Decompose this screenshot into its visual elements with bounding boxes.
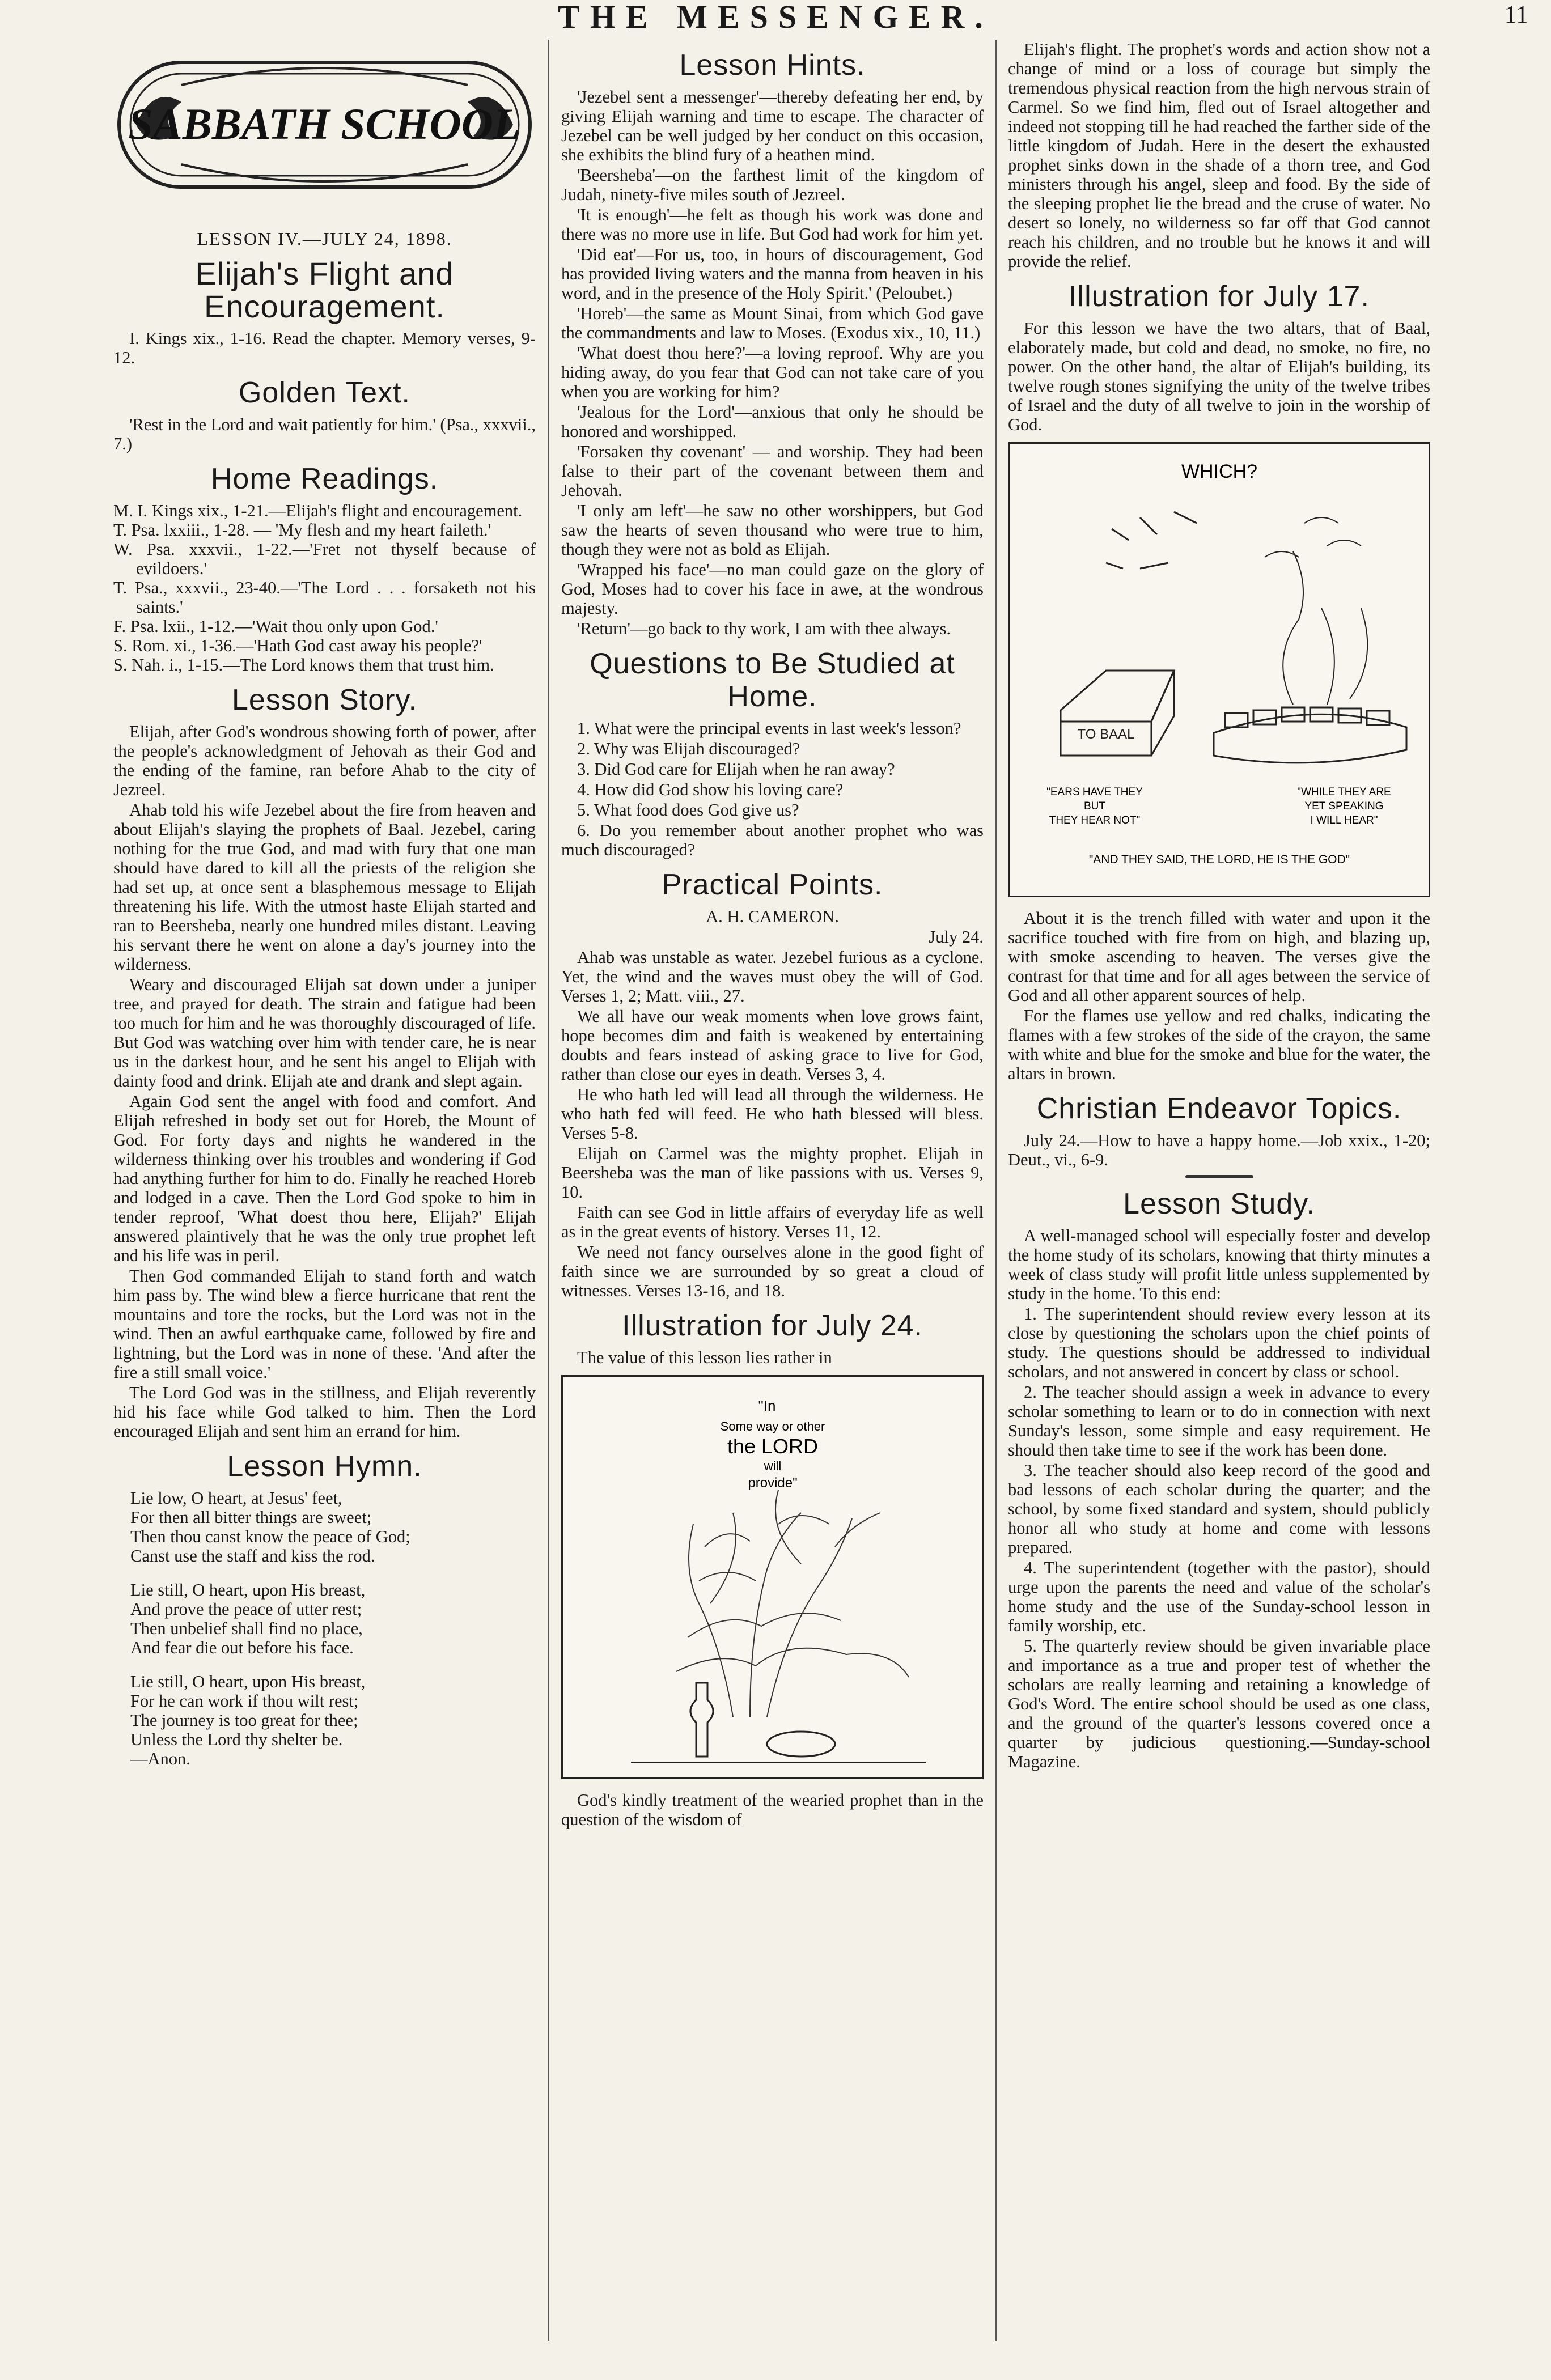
lesson-story-heading: Lesson Story. <box>231 684 418 716</box>
hint-paragraph: 'Wrapped his face'—no man could gaze on the glory of God, Moses had to cover his face in awe, at the wondrous majesty. <box>561 560 984 618</box>
elijah-altar <box>1214 517 1406 763</box>
hint-paragraph: 'Did eat'—For us, too, in hours of discouragement, God has provided living waters and the manna from heaven in his word, and in the presence of the Holy Spirit.' (Peloubet.) <box>561 245 984 303</box>
reading-item: T. Psa. lxxiii., 1-28. — 'My flesh and my heart faileth.' <box>113 520 491 540</box>
figure-which: WHICH? <box>1181 461 1258 482</box>
christian-endeavor-text: July 24.—How to have a happy home.—Job xxix., 1-20; Deut., vi., 6-9. <box>1008 1131 1430 1169</box>
lesson-study-heading: Lesson Study. <box>1123 1187 1315 1220</box>
study-paragraph: A well-managed school will especially foster and develop the home study of its scholars, knowing that thirty minutes a week of class study will profit little unless supplemented by study in the home. To this end: <box>1008 1226 1430 1303</box>
hymn-stanza <box>113 1672 536 1768</box>
question-item: 5. What food does God give us? <box>577 800 799 820</box>
question-item: 6. Do you remember about another prophet who was much discouraged? <box>561 821 984 859</box>
hymn-line: Lie still, O heart, upon His breast, <box>130 1580 366 1600</box>
hint-paragraph: 'Return'—go back to thy work, I am with thee always. <box>577 619 951 638</box>
lesson-number: LESSON IV.—JULY 24, 1898. <box>197 228 452 249</box>
hymn-line: Lie low, O heart, at Jesus' feet, <box>130 1488 342 1508</box>
point-paragraph: We need not fancy ourselves alone in the good fight of faith since we are surrounded by so great a cloud of witnesses. Verses 13-16, and 18. <box>561 1242 984 1300</box>
baal-altar <box>1061 671 1174 756</box>
hymn-line: Lie still, O heart, upon His breast, <box>130 1672 366 1691</box>
figure-text: provide" <box>748 1475 798 1491</box>
two-altars-drawing <box>1010 444 1429 892</box>
figure-text: will <box>764 1459 782 1473</box>
column-rule <box>548 40 549 2341</box>
hint-paragraph: 'Horeb'—the same as Mount Sinai, from which God gave the commandments and law to Moses. (Exodus xix., 10, 11.) <box>561 304 984 342</box>
hint-paragraph: 'What doest thou here?'—a loving reproof. Why are you hiding away, do you fear that God can not take care of you when you are working for him? <box>561 343 984 401</box>
reading-item: S. Rom. xi., 1-36.—'Hath God cast away his people?' <box>113 636 482 655</box>
story-paragraph: Weary and discouraged Elijah sat down under a juniper tree, and prayed for death. The strain and fatigue had been too much for him and he was thoroughly discouraged of life. But God was watching over him with tender care, he is near us in the darkest hour, and he sent his angel to Elijah with dainty food and drink. Elijah ate and drank and slept again. <box>113 975 536 1091</box>
christian-endeavor-heading: Christian Endeavor Topics. <box>1036 1092 1402 1125</box>
two-altars-figure <box>1008 442 1430 897</box>
question-item: 4. How did God show his loving care? <box>577 780 844 799</box>
altars-caption: "AND THEY SAID, THE LORD, HE IS THE GOD" <box>1088 853 1350 866</box>
juniper-tree-sketch <box>676 1490 909 1717</box>
practical-points-heading: Practical Points. <box>662 868 883 901</box>
lord-will-provide-figure <box>561 1375 984 1779</box>
while-label: I WILL HEAR" <box>1310 814 1378 826</box>
column-1 <box>113 40 536 2352</box>
study-paragraph: 1. The superintendent should review every lesson at its close by questioning the scholars upon the chief points of study. The questions should be addressed to individual scholars, and not answered in concert by class or school. <box>1008 1304 1430 1381</box>
section-divider <box>1185 1175 1253 1178</box>
reading-item: T. Psa., xxxvii., 23-40.—'The Lord . . . forsaketh not his saints.' <box>113 578 536 617</box>
hymn-line: And fear die out before his face. <box>130 1638 354 1657</box>
hymn-line: For then all bitter things are sweet; <box>130 1508 372 1527</box>
hint-paragraph: 'Jezebel sent a messenger'—thereby defeating her end, by giving Elijah warning and time to escape. The character of Jezebel can be well judged by her conduct on this occasion, she exhibits the blind fury of a heathen mind. <box>561 87 984 164</box>
points-author: A. H. CAMERON. <box>706 907 839 926</box>
column-3 <box>1008 40 1430 2352</box>
figure-text: Some way or other <box>720 1419 825 1433</box>
illustration-july17-text: For this lesson we have the two altars, that of Baal, elaborately made, but cold and dead, no smoke, no fire, no power. On the other hand, the altar of Elijah's building, its twelve rough stones signifying the unity of the twelve tribes of Israel and the duty of all twelve to join in the worship of God. <box>1008 319 1430 434</box>
page-header <box>0 0 1551 40</box>
point-paragraph: We all have our weak moments when love grows faint, hope becomes dim and faith is weakened by entertaining doubts and fears instead of asking grace to live for God, rather than close our eyes in death. Verses 3, 4. <box>561 1007 984 1084</box>
golden-text-heading: Golden Text. <box>238 376 410 409</box>
story-paragraph: Then God commanded Elijah to stand forth and watch him pass by. The wind blew a fierce hurricane that rent the mountains and tore the rocks, but the Lord was not in the wind. Then an awful earthquake came, followed by fire and lightning, but the Lord was in none of these. 'And after the fire a still small voice.' <box>113 1266 536 1382</box>
lesson-hints-heading: Lesson Hints. <box>679 49 866 82</box>
illustration-july24-heading: Illustration for July 24. <box>622 1309 923 1342</box>
lesson-hymn-heading: Lesson Hymn. <box>227 1450 422 1483</box>
hymn-line: Canst use the staff and kiss the rod. <box>130 1546 375 1566</box>
reading-item: F. Psa. lxii., 1-12.—'Wait thou only upon God.' <box>113 617 438 636</box>
ears-label: BUT <box>1084 800 1105 812</box>
study-paragraph: 3. The teacher should also keep record of the good and bad lessons of each scholar during the quarter; and the school, by some fixed standard and system, should publicly honor all who study at home and come with lessons prepared. <box>1008 1461 1430 1557</box>
illustration-followup: God's kindly treatment of the wearied prophet than in the question of the wisdom of <box>561 1791 984 1829</box>
masthead: THE MESSENGER. <box>558 0 993 35</box>
study-paragraph: 2. The teacher should assign a week in advance to every scholar something to learn or to do in connection with next Sunday's lesson, some simple and easy requirement. He should then take time to see if the work has been done. <box>1008 1382 1430 1460</box>
story-paragraph: Again God sent the angel with food and comfort. And Elijah refreshed in body set out for Horeb, the Mount of God. For forty days and nights he wandered in the wilderness thinking over his troubles and wondering if God had anything further for him to do. Finally he reached Horeb and lodged in a cave. Then the Lord God spoke to him in tender reproof, 'What doest thou here, Elijah?' Elijah answered plaintively that he was the only true prophet left and his life was in peril. <box>113 1092 536 1265</box>
study-paragraph: 5. The quarterly review should be given invariable place and importance as a true and proper test of whether the scholars are really learning and retaining a knowledge of God's Word. The entire school should be used as one class, and the ground of the quarter's lessons covered once a quarter by judicious questioning.—Sunday-school Magazine. <box>1008 1636 1430 1771</box>
hymn-line: For he can work if thou wilt rest; <box>130 1691 359 1711</box>
points-date: July 24. <box>929 927 984 947</box>
question-item: 1. What were the principal events in last week's lesson? <box>577 719 961 738</box>
study-paragraph: 4. The superintendent (together with the pastor), should urge upon the parents the need and value of the scholar's home study and the use of the Sunday-school lesson in family worship, etc. <box>1008 1558 1430 1635</box>
point-paragraph: Ahab was unstable as water. Jezebel furious as a cyclone. Yet, the wind and the waves must obey the will of God. Verses 1, 2; Matt. viii., 27. <box>561 948 984 1006</box>
question-item: 3. Did God care for Elijah when he ran away? <box>577 760 895 779</box>
illustration-july17-paragraph: For the flames use yellow and red chalks, indicating the flames with a few strokes of the side of the crayon, the same with white and blue for the smoke and blue for the water, the altars in brown. <box>1008 1006 1430 1083</box>
lesson-title: Elijah's Flight and Encouragement. <box>195 256 454 324</box>
hint-paragraph: 'I only am left'—he saw no other worshippers, but God saw the hearts of seven thousand who were true to him, though they were not as bold as Elijah. <box>561 501 984 559</box>
point-paragraph: He who hath led will lead all through the wilderness. He who hath fed will feed. He who hath blessed will bless. Verses 5-8. <box>561 1085 984 1143</box>
continued-paragraph: Elijah's flight. The prophet's words and action show not a change of mind or a loss of courage but simply the tremendous physical reaction from the high nervous strain of Carmel. So we find him, fled out of Israel altogether and indeed not stopping till he had reached the farther side of the little kingdom of Judah. Here in the desert the exhausted prophet sinks down in the shade of a thorn tree, and God ministers through his angel, sleep and food. By the side of the sleeping prophet lie the bread and the cruse of water. No desert so lonely, no wilderness so far off that God cannot reach his children, and no trouble but he knows it and will provide the relief. <box>1008 40 1430 271</box>
illustration-intro: The value of this lesson lies rather in <box>577 1348 832 1367</box>
question-item: 2. Why was Elijah discouraged? <box>577 739 800 758</box>
page-number: 11 <box>1504 1 1528 28</box>
point-paragraph: Elijah on Carmel was the mighty prophet. Elijah in Beersheba was the man of like passions with us. Verses 9, 10. <box>561 1144 984 1202</box>
illustration-july17-paragraph: About it is the trench filled with water and upon it the sacrifice touched with fire from on high, and blazing up, with smoke ascending to heaven. The verses give the contrast for that time and for all ages between the service of God and all other apparent sources of help. <box>1008 909 1430 1005</box>
while-label: YET SPEAKING <box>1304 800 1384 812</box>
story-paragraph: The Lord God was in the stillness, and Elijah reverently hid his face while God talked to him. Then the Lord encouraged Elijah and sent him an errand for him. <box>113 1383 536 1441</box>
home-readings-heading: Home Readings. <box>210 463 439 495</box>
hymn-line: Unless the Lord thy shelter be. <box>130 1730 343 1749</box>
illustration-july17-heading: Illustration for July 17. <box>1069 280 1370 313</box>
lord-will-provide-drawing <box>563 1377 982 1774</box>
hint-paragraph: 'It is enough'—he felt as though his work was done and there was no more use in life. But God had work for him yet. <box>561 205 984 244</box>
story-paragraph: Elijah, after God's wondrous showing forth of power, after the people's acknowledgment of Jehovah as their God and the ending of the famine, ran before Ahab to the city of Jezreel. <box>113 722 536 799</box>
point-paragraph: Faith can see God in little affairs of everyday life as well as in the great events of history. Verses 11, 12. <box>561 1203 984 1241</box>
hymn-author: —Anon. <box>130 1749 190 1768</box>
figure-text: "In <box>758 1397 776 1414</box>
hint-paragraph: 'Jealous for the Lord'—anxious that only he should be honored and worshipped. <box>561 402 984 441</box>
column-2 <box>561 40 984 2352</box>
scripture-ref: I. Kings xix., 1-16. Read the chapter. Memory verses, 9-12. <box>113 329 536 367</box>
ears-label: THEY HEAR NOT" <box>1049 814 1141 826</box>
logo-text: SABBATH SCHOOL <box>128 99 520 149</box>
hymn-stanza <box>113 1580 536 1657</box>
hymn-line: The journey is too great for thee; <box>130 1711 358 1730</box>
reading-item: M. I. Kings xix., 1-21.—Elijah's flight and encouragement. <box>113 501 523 520</box>
reading-item: S. Nah. i., 1-15.—The Lord knows them that trust him. <box>113 655 494 674</box>
story-paragraph: Ahab told his wife Jezebel about the fire from heaven and about Elijah's slaying the prophets of Baal. Jezebel, caring nothing for the true God, and mad with fury that one man should have dared to kill all the priests of the religion she had set up, at once sent a blasphemous message to Elijah threatening his life. With the utmost haste Elijah started and ran to Beersheba, nearly one hundred miles distant. Leaving his servant there he went on alone a day's journey into the wilderness. <box>113 800 536 974</box>
golden-text: 'Rest in the Lord and wait patiently for him.' (Psa., xxxvii., 7.) <box>113 415 536 453</box>
column-rule <box>995 40 997 2341</box>
reading-item: W. Psa. xxxvii., 1-22.—'Fret not thyself because of evildoers.' <box>113 540 536 578</box>
bottle-and-bread <box>631 1683 926 1762</box>
hymn-line: Then unbelief shall find no place, <box>130 1619 363 1638</box>
hymn-line: And prove the peace of utter rest; <box>130 1600 362 1619</box>
figure-text: the LORD <box>727 1435 819 1458</box>
while-label: "WHILE THEY ARE <box>1297 786 1391 798</box>
hint-paragraph: 'Beersheba'—on the farthest limit of the kingdom of Judah, ninety-five miles south of Jezreel. <box>561 166 984 204</box>
questions-heading: Questions to Be Studied at Home. <box>590 647 955 713</box>
ears-label: "EARS HAVE THEY <box>1046 786 1143 798</box>
sabbath-school-logo <box>113 40 536 210</box>
to-baal-label: TO BAAL <box>1077 727 1135 742</box>
sky-marks <box>1106 512 1197 569</box>
hymn-line: Then thou canst know the peace of God; <box>130 1527 410 1546</box>
hint-paragraph: 'Forsaken thy covenant' — and worship. They had been false to their part of the covenant between them and Jehovah. <box>561 442 984 500</box>
hymn-stanza <box>113 1488 536 1566</box>
